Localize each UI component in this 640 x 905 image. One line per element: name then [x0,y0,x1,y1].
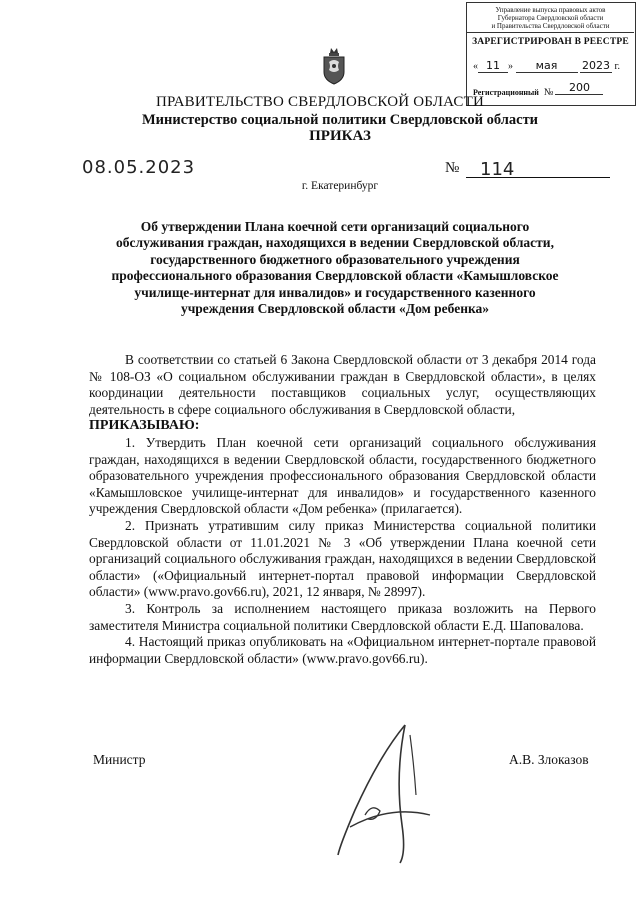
registration-stamp [466,2,636,106]
stamp-header-line: Управление выпуска правовых актов [495,6,606,14]
coat-of-arms-icon [320,46,348,86]
title-line: профессионального образования Свердловской области «Камышловское [111,268,559,284]
number-label: № [445,160,460,176]
title-line: училище-интернат для инвалидов» и государственного казенного [134,284,536,300]
stamp-reg-label: Регистрационный [473,88,539,97]
stamp-number-sign: № [543,87,554,98]
document-date: 08.05.2023 [82,157,196,178]
stamp-registered-label: ЗАРЕГИСТРИРОВАН В РЕЕСТРЕ [472,37,629,47]
order-item: 3. Контроль за исполнением настоящего приказа возложить на Первого заместителя Министра социальной политики Свердловской области Е.Д. Шаповалова. [89,600,596,633]
handwritten-signature [310,715,440,865]
signatory-name: А.В. Злоказов [509,752,589,767]
city: г. Екатеринбург [301,180,379,192]
stamp-year-suffix: г. [614,61,620,72]
document-type: ПРИКАЗ [309,128,371,144]
order-item: 4. Настоящий приказ опубликовать на «Официальном интернет-портале правовой информации Свердловской области» (www.pravo.gov66.ru). [89,634,596,666]
government-title: ПРАВИТЕЛЬСТВО СВЕРДЛОВСКОЙ ОБЛАСТИ [155,94,485,110]
document-title [80,219,590,317]
order-word: ПРИКАЗЫВАЮ: [89,418,200,434]
title-line: Об утверждении Плана коечной сети организаций социального [140,219,530,234]
order-item: 1. Утвердить План коечной сети организаций социального обслуживания граждан, находящихся в ведении Свердловской области, государственного бюджетного образовательного учреждения профессионального образования Свердловской области «Камышловское училище-интернат для инвалидов» и государственного казенного учреждения Свердловской области «Дом ребенка» (прилагается). [89,434,596,517]
stamp-year: 2023 [582,59,610,72]
signatory-position: Министр [93,752,146,767]
title-line: обслуживания граждан, находящихся в ведении Свердловской области, [116,235,554,251]
title-line: учреждения Свердловской области «Дом ребенка» [180,301,490,317]
stamp-header-line: и Правительства Свердловской области [491,22,610,30]
document-number: 114 [480,159,515,180]
order-item: 2. Признать утратившим силу приказ Министерства социальной политики Свердловской области от 11.01.2021 № 3 «Об утверждении Плана коечной сети организаций социального обслуживания граждан, находящихся в ведении Свердловской области» («Официальный интернет-портал правовой информации Свердловской области» (www.pravo.gov66.ru), 2021, 12 января, № 28997). [89,517,596,600]
document-body [89,352,596,667]
stamp-month: мая [516,59,578,73]
title-line: государственного бюджетного образовательного учреждения [150,251,520,267]
ministry-title: Министерство социальной политики Свердловской области [141,112,539,128]
stamp-date: « 11 » мая 2023 г. [473,59,620,72]
stamp-day: 11 [478,59,508,73]
stamp-header-line: Губернатора Свердловской области [497,14,604,22]
stamp-number-value: 200 [555,81,603,95]
stamp-header [467,3,634,33]
preamble-paragraph: В соответствии со статьей 6 Закона Свердловской области от 3 декабря 2014 года № 108-ОЗ «О социальном обслуживании граждан в Свердловской области», в целях координации деятельности поставщиков социальных услуг, осуществляющих деятельность в сфере социального обслуживания в Свердловской области, [89,352,596,417]
